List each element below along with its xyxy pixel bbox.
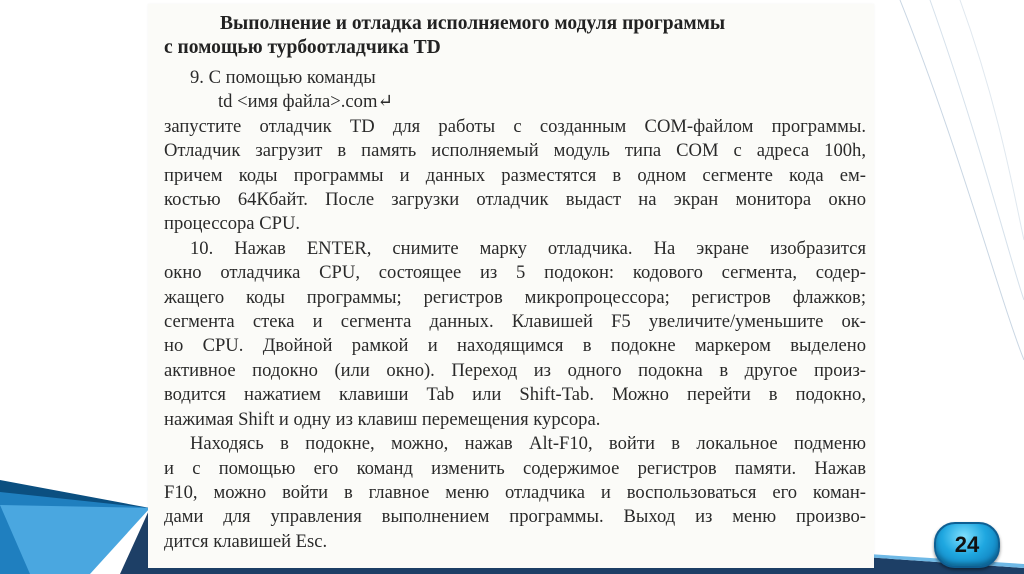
text-line: причем коды программы и данных разместятся в одном сегменте кода ем- xyxy=(164,164,866,186)
page-number-badge: 24 xyxy=(934,522,1000,568)
title-line-1: Выполнение и отладка исполняемого модуля программы xyxy=(220,13,726,34)
text-line: сегмента стека и сегмента данных. Клавишей F5 увеличите/уменьшите ок- xyxy=(164,311,866,333)
text-line: водится нажатием клавиши Tab или Shift-Tab. Можно перейти в подокно, xyxy=(164,384,866,406)
text-line: но CPU. Двойной рамкой и находящимся в подокне маркером выделено xyxy=(164,335,866,357)
document-body xyxy=(164,66,866,554)
title-line-2: с помощью турбоотладчика TD xyxy=(164,37,441,58)
text-line: дами для управления выполнением программы. Выход из меню произво- xyxy=(164,506,866,528)
text-line: дится клавишей Esc. xyxy=(164,530,328,552)
text-line: td <имя файла>.com↵ xyxy=(218,91,394,113)
text-line: Отладчик загрузит в память исполняемый модуль типа COM с адреса 100h, xyxy=(164,140,866,162)
text-line: F10, можно войти в главное меню отладчика и воспользоваться его коман- xyxy=(164,481,866,503)
text-line: Находясь в подокне, можно, нажав Alt-F10, войти в локальное подменю xyxy=(190,433,866,455)
document-title xyxy=(164,12,864,60)
text-line: 9. С помощью команды xyxy=(190,67,376,88)
text-line: нажимая Shift и одну из клавиш перемещения курсора. xyxy=(164,408,601,430)
text-line: жащего коды программы; регистров микропроцессора; регистров флажков; xyxy=(164,286,866,308)
text-line: костью 64Кбайт. После загрузки отладчик выдаст на экран монитора окно xyxy=(164,189,866,211)
text-line: и с помощью его команд изменить содержимое регистров памяти. Нажав xyxy=(164,457,866,479)
text-line: 10. Нажав ENTER, снимите марку отладчика. На экране изобразится xyxy=(190,237,866,259)
document-page xyxy=(148,4,874,568)
text-line: активное подокно (или окно). Переход из одного подокна в другое произ- xyxy=(164,359,866,381)
text-line: процессора CPU. xyxy=(164,213,301,235)
text-line: окно отладчика CPU, состоящее из 5 подокон: кодового сегмента, содер- xyxy=(164,262,866,284)
text-line: запустите отладчик TD для работы с созданным COM-файлом программы. xyxy=(164,115,866,137)
